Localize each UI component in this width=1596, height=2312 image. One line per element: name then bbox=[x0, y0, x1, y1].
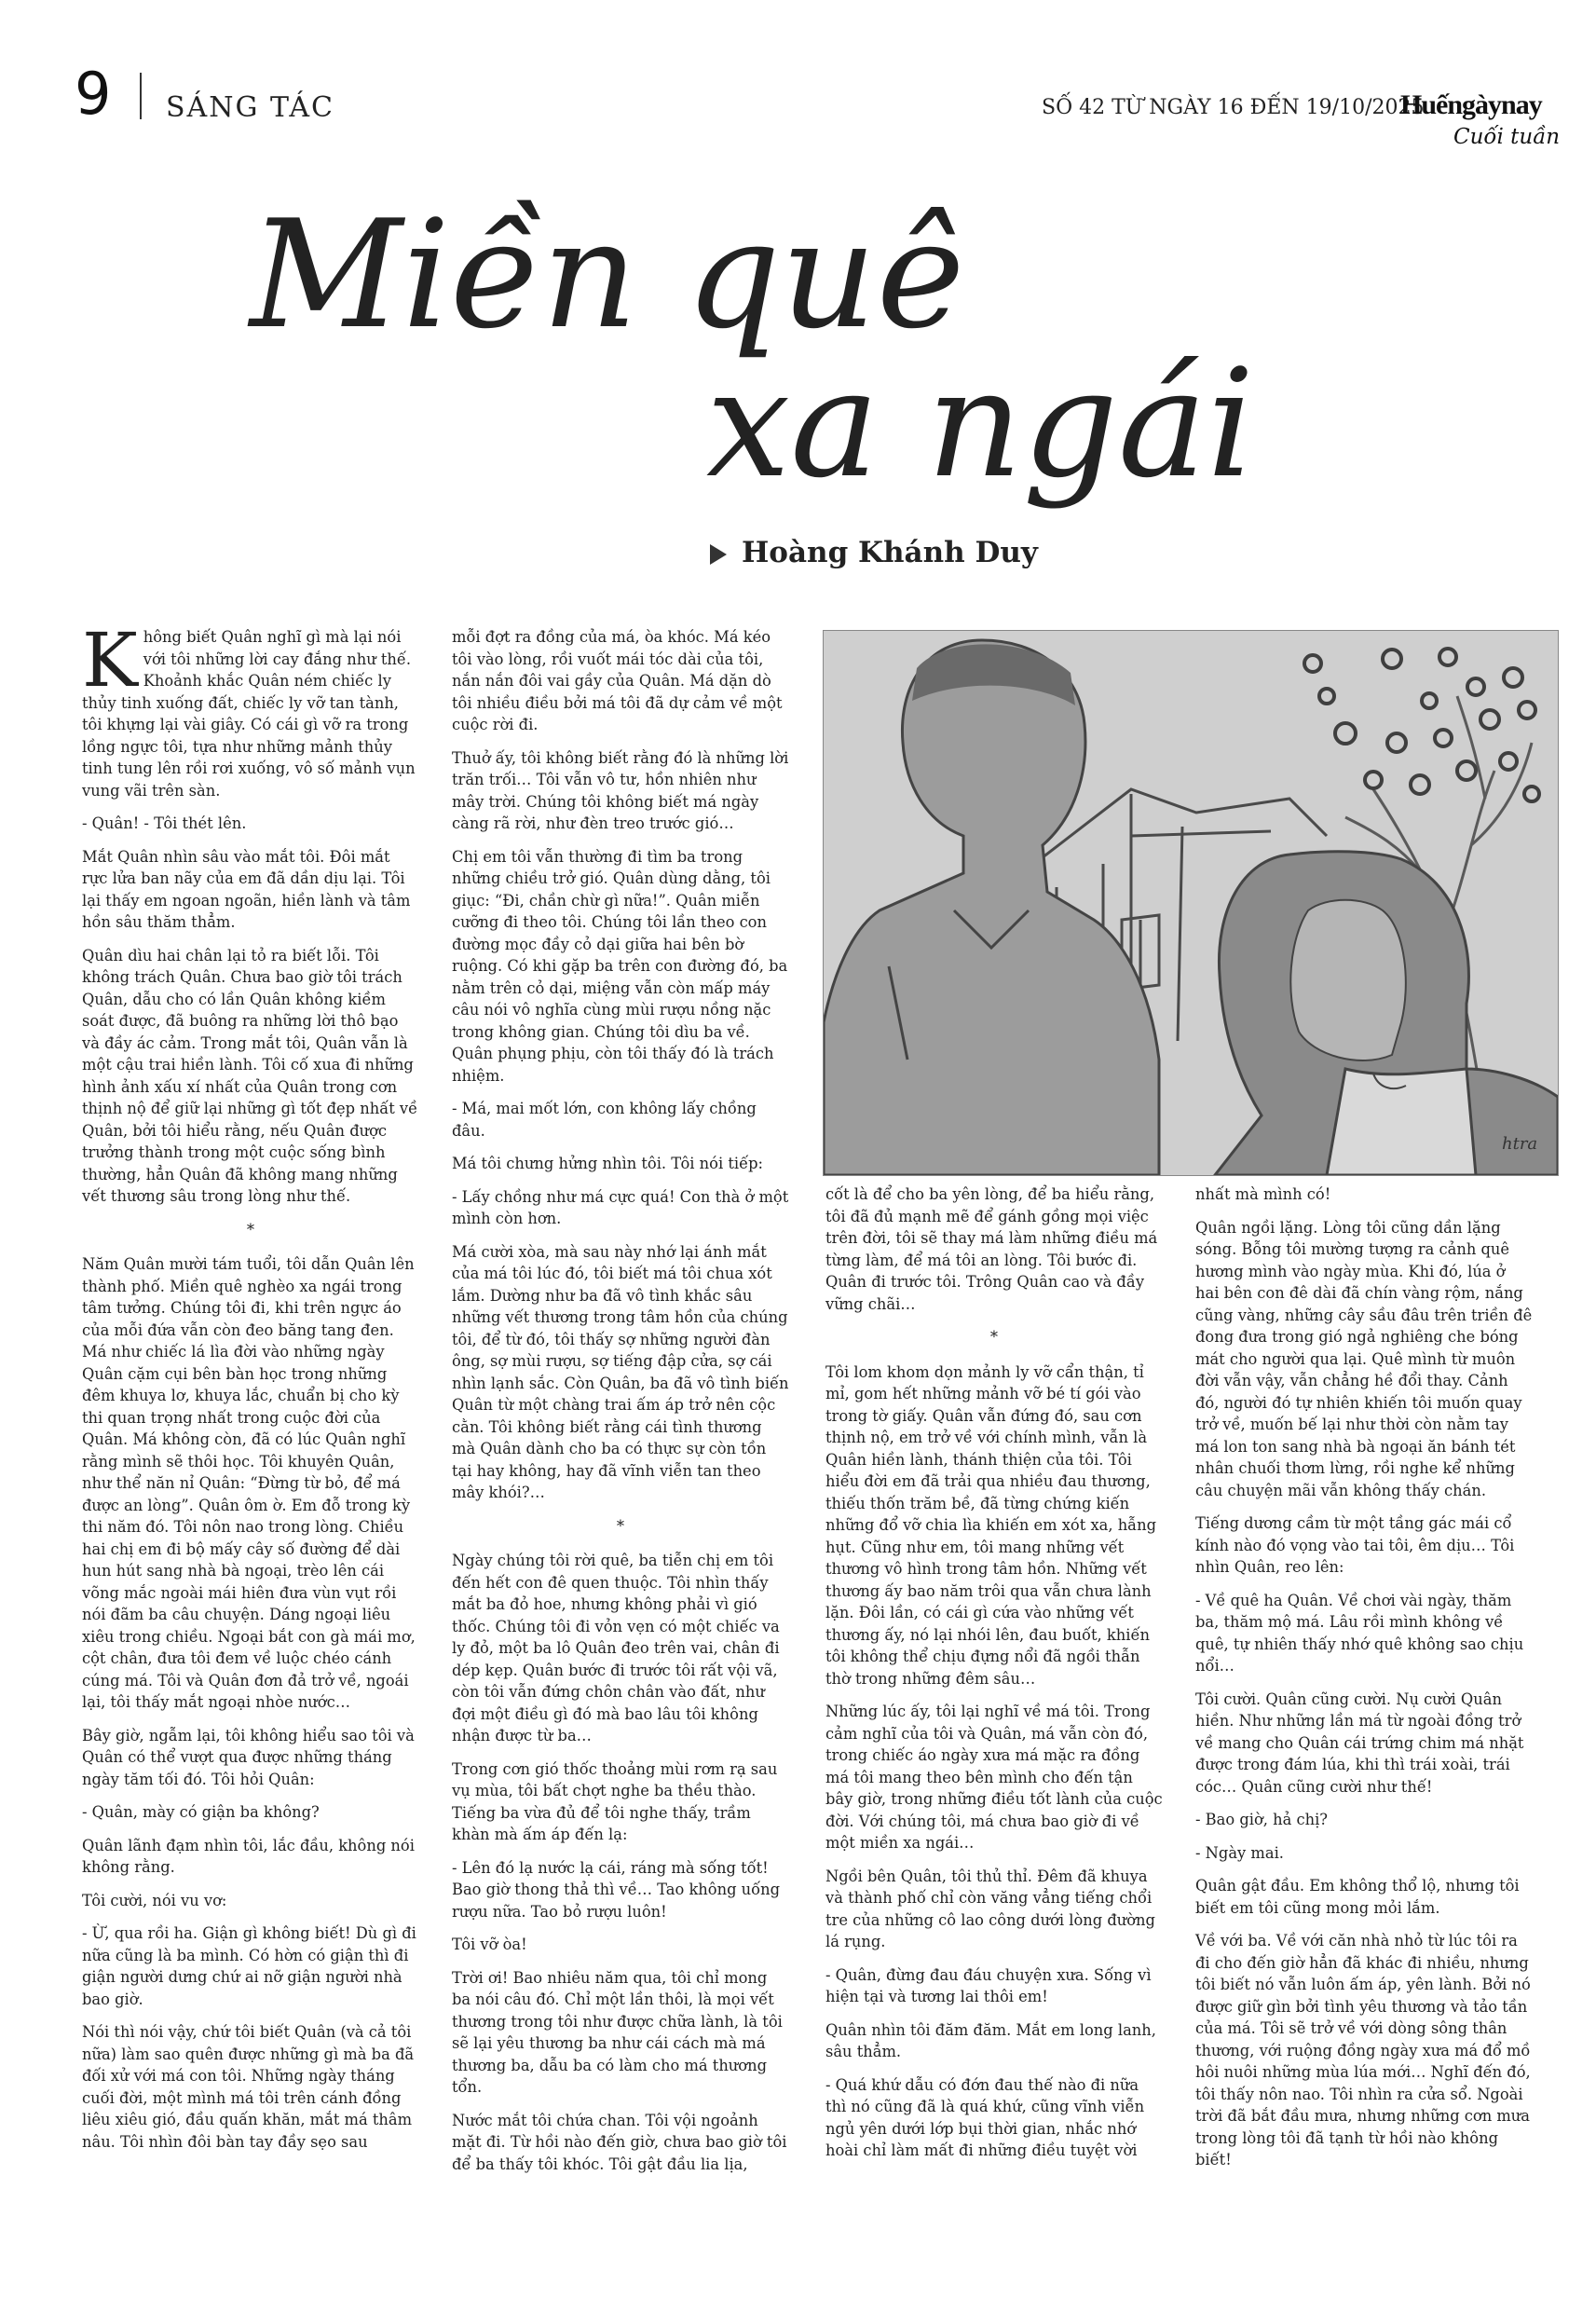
paragraph: - Lấy chồng như má cực quá! Con thà ở một mình còn hơn. bbox=[452, 1187, 789, 1227]
paragraph: Về với ba. Về với căn nhà nhỏ từ lúc tôi ra đi cho đến giờ hẳn đã khác đi nhiều, nhưng tôi biết nó vẫn luôn ấm áp, yên lành. Bởi nó được giữ gìn bởi tình yêu thương và tảo tần của má. Tôi sẽ trở về với dòng sông thân thương, với ruộng đồng ngày xưa má đổ mồ hôi nuôi những mùa lúa mới… Nghĩ đến đó, tôi thấy nôn nao. Tôi nhìn ra cửa sổ. Ngoài trời đã bắt đầu mưa, nhưng những cơn mưa trong lòng tôi đã tạnh từ hồi nào không biết! bbox=[1195, 1932, 1531, 2168]
text-column-4 bbox=[1195, 1183, 1533, 2182]
paragraph: Trong cơn gió thốc thoảng mùi rơm rạ sau vụ mùa, tôi bất chợt nghe ba thều thào. Tiếng ba vừa đủ để tôi nghe thấy, trầm khàn mà ấm áp đến lạ: bbox=[452, 1759, 778, 1843]
section-separator: * bbox=[616, 1516, 625, 1535]
paragraph: nhất mà mình có! bbox=[1195, 1185, 1331, 1203]
paragraph: Tôi lom khom dọn mảnh ly vỡ cẩn thận, tỉ mỉ, gom hết những mảnh vỡ bé tí gói vào trong tờ giấy. Quân vẫn đứng đó, sau cơn thịnh nộ, em trở về với chính mình, vẫn là Quân hiền lành, thánh thiện của tôi. Tôi hiểu đời em đã trải qua nhiều đau thương, thiếu thốn trăm bề, đã từng chứng kiến những đổ vỡ chia lìa khiến em xót xa, hẫng hụt. Cũng như em, tôi mang những vết thương vô hình trong tâm hồn. Những vết thương ấy bao năm trôi qua vẫn chưa lành lặn. Đôi lần, có cái gì cứa vào những vết thương ấy, nó lại nhói lên, đau buốt, khiến tôi không thể chịu đựng nổi đã ngồi thẫn thờ trong những đêm sâu… bbox=[825, 1362, 1157, 1688]
paragraph: Má tôi chưng hửng nhìn tôi. Tôi nói tiếp: bbox=[452, 1155, 764, 1172]
illustration-artwork bbox=[824, 631, 1558, 1175]
paragraph: Tôi vỡ òa! bbox=[452, 1936, 527, 1953]
paragraph: - Lên đó lạ nước lạ cái, ráng mà sống tốt! Bao giờ thong thả thì về… Tao không uống rượu nữa. Tao bỏ rượu luôn! bbox=[452, 1858, 781, 1921]
paragraph: Quân dìu hai chân lại tỏ ra biết lỗi. Tôi không trách Quân. Chưa bao giờ tôi trách Quân, dẫu cho có lần Quân không kiềm soát được, đã buông ra những lời thô bạo và đầy ác cảm. Trong mắt tôi, Quân vẫn là một cậu trai hiền lành. Tôi cố xua đi những hình ảnh xấu xí nhất của Quân trong cơn thịnh nộ để giữ lại những gì tốt đẹp nhất về Quân, bởi tôi hiểu rằng, nếu Quân được trưởng thành trong một cuộc sống bình thường, hẳn Quân đã không mang những vết thương sâu trong lòng như thế. bbox=[82, 946, 418, 1205]
page-header bbox=[0, 0, 1596, 149]
paragraph: Tôi cười, nói vu vơ: bbox=[82, 1891, 227, 1909]
header-divider bbox=[140, 73, 142, 119]
paragraph: cốt là để cho ba yên lòng, để ba hiểu rằng, tôi đã đủ mạnh mẽ để gánh gồng mọi việc trên đời, tôi sẽ thay má làm những điều má từng làm, để má tôi an lòng. Tôi bước đi. Quân đi trước tôi. Trông Quân cao và đầy vững chãi… bbox=[825, 1185, 1158, 1313]
masthead-subtitle: Cuối tuần bbox=[1453, 125, 1561, 149]
paragraph: Ngày chúng tôi rời quê, ba tiễn chị em tôi đến hết con đê quen thuộc. Tôi nhìn thấy mắt ba đỏ hoe, nhưng không phải vì gió thốc. Chúng tôi đi vỏn vẹn có một chiếc va ly đỏ, một ba lô Quân đeo trên vai, chân đi dép kẹp. Quân bước đi trước tôi rất vội vã, còn tôi vẫn đứng chôn chân vào đất, như đợi một điều gì đó mà bao lâu tôi không nhận được từ ba… bbox=[452, 1552, 780, 1744]
paragraph: Chị em tôi vẫn thường đi tìm ba trong những chiều trở gió. Quân dùng dằng, tôi giục: “Đi, chần chừ gì nữa!”. Quân miễn cưỡng đi theo tôi. Chúng tôi lần theo con đường mọc đầy cỏ dại giữa hai bên bờ ruộng. Có khi gặp ba trên con đường đó, ba nằm trên cỏ dại, miệng vẫn còn mấp máy câu nói vô nghĩa cùng mùi rượu nồng nặc trong không gian. Chúng tôi dìu ba về. Quân phụng phịu, còn tôi thấy đó là trách nhiệm. bbox=[452, 847, 788, 1085]
article-title-line-2: xa ngái bbox=[706, 336, 1255, 511]
paragraph: Má cười xòa, mà sau này nhớ lại ánh mắt của má tôi lúc đó, tôi biết má tôi chua xót lắm. Dường như ba đã vô tình khắc sâu những vết thương trong tâm hồn của chúng tôi, để từ đó, tôi thấy sợ những người đàn ông, sợ mùi rượu, sợ tiếng đập cửa, sợ cái nhìn lạnh sắc. Còn Quân, ba đã vô tình biến Quân từ một chàng trai ấm áp trở nên cộc cằn. Tôi không biết rằng cái tình thương mà Quân dành cho ba có thực sự còn tồn tại hay không, hay đã vĩnh viễn tan theo mây khói?… bbox=[452, 1242, 789, 1501]
paragraph: Trời ơi! Bao nhiêu năm qua, tôi chỉ mong ba nói câu đó. Chỉ một lần thôi, là mọi vết thương trong tôi như được chữa lành, là tôi sẽ lại yêu thương ba như cái cách mà má thương ba, dẫu ba có làm cho má thương tổn. bbox=[452, 1968, 783, 2096]
paragraph: Tiếng dương cầm từ một tầng gác mái cổ kính nào đó vọng vào tai tôi, êm dịu… Tôi nhìn Quân, reo lên: bbox=[1195, 1514, 1515, 1576]
paragraph: Mắt Quân nhìn sâu vào mắt tôi. Đôi mắt rực lửa ban nãy của em đã dần dịu lại. Tôi lại thấy em ngoan ngoãn, hiền lành và tâm hồn sâu thăm thẳm. bbox=[82, 847, 411, 931]
paragraph: - Quân, mày có giận ba không? bbox=[82, 1803, 320, 1821]
paragraph: Nước mắt tôi chứa chan. Tôi vội ngoảnh mặt đi. Từ hồi nào đến giờ, chưa bao giờ tôi để ba thấy tôi khóc. Tôi gật đầu lia lịa, bbox=[452, 2111, 787, 2173]
paragraph: mỗi đợt ra đồng của má, òa khóc. Má kéo tôi vào lòng, rồi vuốt mái tóc dài của tôi, nắn nắn đôi vai gầy của Quân. Má dặn dò tôi nhiều điều bởi má tôi đã dự cảm về một cuộc rời đi. bbox=[452, 628, 783, 733]
author-name: Hoàng Khánh Duy bbox=[742, 536, 1038, 569]
page-number: 9 bbox=[75, 60, 112, 128]
section-label: SÁNG TÁC bbox=[166, 91, 334, 124]
paragraph: Quân ngồi lặng. Lòng tôi cũng dần lặng sóng. Bỗng tôi mường tượng ra cảnh quê hương mình vào ngày mùa. Khi đó, lúa ở hai bên con đê dài đã chín vàng rộm, nắng cũng vàng, những cây sầu đâu trên triền đê đong đưa trong gió ngả nghiêng che bóng mát cho người qua lại. Quê mình từ muôn đời vẫn vậy, vẫn chẳng hề đổi thay. Cảnh đó, người đó tự nhiên khiến tôi muốn quay trở về, muốn bế lại như thời còn nằm tay má lon ton sang nhà bà ngoại ăn bánh tét nhân chuối thơm lừng, rồi nghe kể những câu chuyện mãi vẫn không thấy chán. bbox=[1195, 1218, 1533, 1499]
byline bbox=[710, 536, 1038, 569]
paragraph: Quân gật đầu. Em không thổ lộ, nhưng tôi biết em tôi cũng mong mỏi lắm. bbox=[1195, 1877, 1520, 1917]
paragraph: Quân nhìn tôi đăm đăm. Mắt em long lanh, sâu thẳm. bbox=[825, 2020, 1156, 2060]
paragraph: - Ngày mai. bbox=[1195, 1843, 1284, 1862]
paragraph: Nói thì nói vậy, chứ tôi biết Quân (và cả tôi nữa) làm sao quên được những gì mà ba đã đối xử với má con tôi. Những ngày tháng cuối đời, một mình má tôi trên cánh đồng liêu xiêu gió, đầu quấn khăn, mắt má thâm nâu. Tôi nhìn đôi bàn tay đầy sẹo sau bbox=[82, 2023, 415, 2151]
paragraph: Năm Quân mười tám tuổi, tôi dẫn Quân lên thành phố. Miền quê nghèo xa ngái trong tâm tưởng. Chúng tôi đi, khi trên ngực áo của mỗi đứa vẫn còn đeo băng tang đen. Má như chiếc lá lìa đời vào những ngày Quân cặm cụi bên bàn học trong những đêm khuya lơ, khuya lắc, chuẩn bị cho kỳ thi quan trọng nhất trong cuộc đời của Quân. Má không còn, đã có lúc Quân nghĩ rằng mình sẽ thôi học. Tôi khuyên Quân, như thể năn nỉ Quân: “Đừng từ bỏ, để má được an lòng”. Quân ôm ờ. Em đỗ trong kỳ thi năm đó. Tôi nôn nao trong lòng. Chiều hai chị em đi bộ mấy cây số đường để dài hun hút sang nhà bà ngoại, trèo lên cái võng mắc ngoài mái hiên đưa vùn vụt rồi nói đãm ba câu chuyện. Dáng ngoại liêu xiêu trong chiều. Ngoại bắt con gà mái mơ, cột chân, đưa tôi đem về luộc chéo cánh cúng má. Tôi và Quân đơn đả trở về, ngoái lại, tôi thấy mắt ngoại nhòe nước… bbox=[82, 1255, 416, 1711]
paragraph: Thuở ấy, tôi không biết rằng đó là những lời trăn trối… Tôi vẫn vô tư, hồn nhiên như mây trời. Chúng tôi không biết má ngày càng rã rời, như đèn treo trước gió… bbox=[452, 748, 789, 832]
masthead-logo: Huếngàynay bbox=[1400, 89, 1542, 120]
section-separator: * bbox=[989, 1328, 999, 1346]
paragraph: Tôi cười. Quân cũng cười. Nụ cười Quân hiền. Như những lần má từ ngoài đồng trở về mang cho Quân cái trứng chim má nhặt được trong đám lúa, khi thì trái xoài, trái cóc… Quân cũng cười như thế! bbox=[1195, 1690, 1524, 1796]
section-separator: * bbox=[246, 1220, 255, 1238]
paragraph: - Quân! - Tôi thét lên. bbox=[82, 814, 247, 832]
paragraph: Ngồi bên Quân, tôi thủ thỉ. Đêm đã khuya và thành phố chỉ còn văng vẳng tiếng chổi tre của những cô lao công dưới lòng đường lá rụng. bbox=[825, 1867, 1155, 1950]
illustration bbox=[823, 630, 1559, 1176]
play-triangle-icon bbox=[710, 544, 727, 565]
paragraph: - Quá khứ dẫu có đớn đau thế nào đi nữa thì nó cũng đã là quá khứ, cũng vĩnh viễn ngủ yên dưới lớp bụi thời gian, nhắc nhớ hoài chỉ làm mất đi những điều tuyệt vời bbox=[825, 2075, 1145, 2159]
text-column-1 bbox=[82, 617, 419, 2164]
text-column-3 bbox=[825, 1183, 1163, 2173]
artist-signature: htra bbox=[1502, 1134, 1538, 1154]
drop-cap: K bbox=[82, 617, 138, 704]
text-column-2 bbox=[452, 626, 789, 2186]
paragraph: - Bao giờ, hả chị? bbox=[1195, 1811, 1329, 1828]
paragraph: - Quân, đừng đau đáu chuyện xưa. Sống vì hiện tại và tương lai thôi em! bbox=[825, 1965, 1152, 2005]
paragraph: Bây giờ, ngẫm lại, tôi không hiểu sao tôi và Quân có thể vượt qua được những tháng ngày tăm tối đó. Tôi hỏi Quân: bbox=[82, 1726, 415, 1788]
paragraph: Quân lãnh đạm nhìn tôi, lắc đầu, không nói không rằng. bbox=[82, 1836, 415, 1876]
issue-info: SỐ 42 TỪ NGÀY 16 ĐẾN 19/10/2025 bbox=[1042, 96, 1425, 119]
paragraph: - Ừ, qua rồi ha. Giận gì không biết! Dù gì đi nữa cũng là ba mình. Có hờn có giận thì đi giận người dưng chứ ai nỡ giận người nhà bao giờ. bbox=[82, 1924, 416, 2008]
paragraph: Không biết Quân nghĩ gì mà lại nói với tôi những lời cay đắng như thế. Khoảnh khắc Quân ném chiếc ly thủy tinh xuống đất, chiếc ly vỡ tan tành, tôi khựng lại vài giây. Có cái gì vỡ ra trong lồng ngực tôi, tựa như những mảnh thủy tinh tung lên rồi rơi xuống, vô số mảnh vụn vung vãi trên sàn. bbox=[82, 617, 416, 800]
paragraph: - Về quê ha Quân. Về chơi vài ngày, thăm ba, thăm mộ má. Lâu rồi mình không về quê, tự nhiên thấy nhớ quê không sao chịu nổi… bbox=[1195, 1591, 1524, 1675]
paragraph: - Má, mai mốt lớn, con không lấy chồng đâu. bbox=[452, 1100, 757, 1140]
paragraph: Những lúc ấy, tôi lại nghĩ về má tôi. Trong cảm nghĩ của tôi và Quân, má vẫn còn đó, trong chiếc áo ngày xưa má mặc ra đồng má tôi mang theo bên mình cho đến tận bây giờ, trong những điều tốt lành của cuộc đời. Với chúng tôi, má chưa bao giờ đi về một miền xa ngái… bbox=[825, 1703, 1163, 1852]
article-title-line-1: Miền quê bbox=[250, 187, 965, 362]
